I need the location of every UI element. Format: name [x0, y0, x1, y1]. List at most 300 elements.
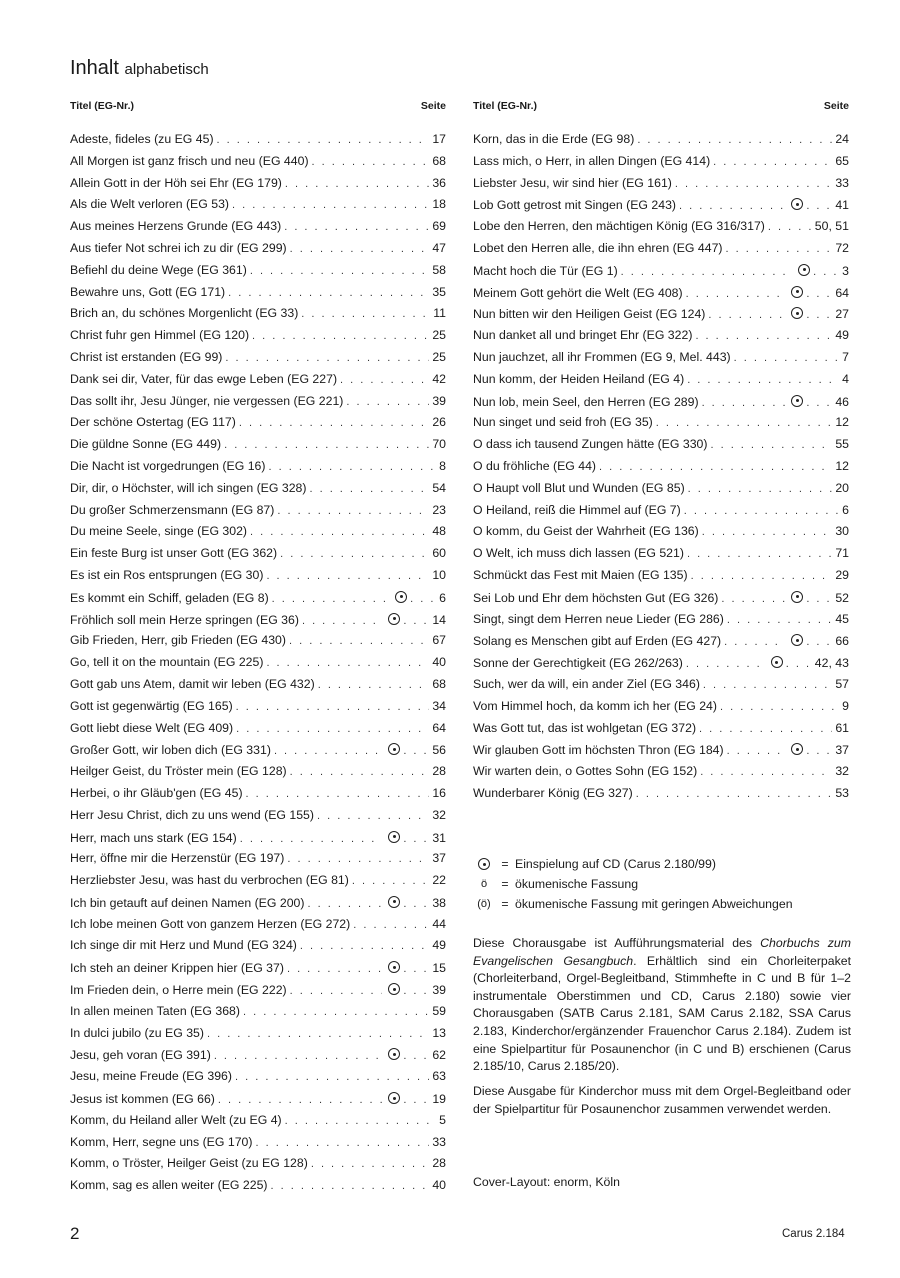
- entry-page: 25: [432, 349, 446, 364]
- toc-entry: [473, 350, 849, 372]
- page-column-header: Seite: [420, 100, 446, 112]
- toc-entry: [70, 263, 446, 285]
- dot-leader: [214, 1050, 383, 1062]
- dot-leader: [702, 526, 833, 538]
- toc-entry: [70, 437, 446, 459]
- dot-leader: [235, 1071, 429, 1083]
- dot-leader: [813, 266, 839, 278]
- toc-entry: [473, 285, 849, 307]
- entry-title: Gott gab uns Atem, damit wir leben (EG 432): [70, 676, 315, 691]
- toc-entry: [70, 176, 446, 198]
- dot-leader: [266, 657, 429, 669]
- entry-page: 3: [842, 263, 849, 278]
- entry-page: 56: [432, 743, 446, 758]
- entry-page: 11: [433, 306, 446, 321]
- toc-entry: [70, 568, 446, 590]
- dot-leader: [236, 701, 430, 713]
- dot-leader: [656, 417, 833, 429]
- toc-entry: [70, 1047, 446, 1069]
- entry-page: 4: [842, 371, 849, 386]
- dot-leader: [284, 221, 429, 233]
- toc-entry: [70, 415, 446, 437]
- entry-page: 5: [439, 1112, 446, 1127]
- paragraph-text: . Erhältlich sind ein Chorleiterpaket (Chorleiterband, Orgel-Begleitband, Stimmhefte in C und B für 1–2 instrumentale Oberstimmen und CD, Carus 2.180) sowie vier Chorausgaben (SATB Carus 2.181, SAM Carus 2.182, SSA Carus 2.183, Kinderchor/ergänzender Frauenchor Carus 2.184). Zudem ist eine Spielpartitur für Posaunenchor (in C und B) erschienen (Carus 2.185/10, Carus 2.185/20).: [473, 953, 851, 1074]
- cd-icon: [771, 656, 783, 668]
- entry-title: Lob Gott getrost mit Singen (EG 243): [473, 198, 677, 213]
- entry-page: 70: [432, 437, 446, 452]
- cd-icon: [388, 961, 400, 973]
- toc-entry: [473, 612, 849, 634]
- entry-page: 68: [432, 676, 446, 691]
- entry-page: 9: [842, 698, 849, 713]
- entry-title: Solang es Menschen gibt auf Erden (EG 427): [473, 634, 722, 649]
- cd-icon: [791, 286, 803, 298]
- entry-page: 20: [835, 480, 849, 495]
- toc-entry: [70, 154, 446, 176]
- legend-symbol: [473, 858, 495, 870]
- entry-title: Nun komm, der Heiden Heiland (EG 4): [473, 371, 685, 386]
- toc-list-left: [70, 132, 446, 1200]
- entry-title: Was Gott tut, das ist wohlgetan (EG 372): [473, 720, 697, 735]
- toc-entry: [473, 197, 849, 219]
- toc-entry: [473, 328, 849, 350]
- entry-title: Wunderbarer König (EG 327): [473, 785, 633, 800]
- dot-leader: [403, 745, 429, 757]
- dot-leader: [721, 593, 785, 605]
- toc-entry: [70, 960, 446, 982]
- entry-page: 61: [835, 720, 849, 735]
- entry-title: Such, wer da will, ein ander Ziel (EG 346): [473, 676, 700, 691]
- entry-title: Du großer Schmerzensmann (EG 87): [70, 502, 275, 517]
- toc-entry: [70, 285, 446, 307]
- toc-entry: [70, 1069, 446, 1091]
- toc-entry: [473, 372, 849, 394]
- toc-entry: [473, 546, 849, 568]
- entry-title: Herr, öffne mir die Herzenstür (EG 197): [70, 851, 285, 866]
- entry-page: 6: [439, 590, 446, 605]
- dot-leader: [599, 461, 832, 473]
- dot-leader: [703, 679, 832, 691]
- entry-page: 47: [432, 240, 446, 255]
- entry-title: Bewahre uns, Gott (EG 171): [70, 284, 226, 299]
- entry-title: Lobet den Herren alle, die ihn ehren (EG 447): [473, 240, 723, 255]
- entry-page: 7: [842, 349, 849, 364]
- dot-leader: [410, 593, 436, 605]
- dot-leader: [250, 265, 429, 277]
- entry-title: Wir glauben Gott im höchsten Thron (EG 184): [473, 743, 724, 758]
- toc-entry: [70, 764, 446, 786]
- toc-entry: [70, 786, 446, 808]
- legend-row-cd: [473, 854, 849, 874]
- entry-title: O Heiland, reiß die Himmel auf (EG 7): [473, 502, 681, 517]
- toc-entry: [473, 415, 849, 437]
- entry-title: Die Nacht ist vorgedrungen (EG 16): [70, 458, 266, 473]
- toc-entry: [70, 394, 446, 416]
- dot-leader: [309, 483, 429, 495]
- entry-page: 67: [432, 633, 446, 648]
- dot-leader: [232, 199, 429, 211]
- dot-leader: [224, 439, 429, 451]
- entry-title: Es ist ein Ros entsprungen (EG 30): [70, 567, 264, 582]
- dot-leader: [236, 723, 429, 735]
- toc-entry: [70, 241, 446, 263]
- entry-title: Das sollt ihr, Jesu Jünger, nie vergessen (EG 221): [70, 393, 344, 408]
- toc-entry: [70, 938, 446, 960]
- entry-title: Gott liebt diese Welt (EG 409): [70, 720, 234, 735]
- toc-entry: [473, 154, 849, 176]
- toc-entry: [70, 1026, 446, 1048]
- toc-entry: [473, 742, 849, 764]
- dot-leader: [403, 1094, 429, 1106]
- entry-title: Liebster Jesu, wir sind hier (EG 161): [473, 175, 672, 190]
- legend-equals: =: [501, 877, 509, 891]
- cd-icon: [791, 634, 803, 646]
- dot-leader: [243, 1006, 429, 1018]
- toc-entry: [473, 459, 849, 481]
- dot-leader: [786, 658, 812, 670]
- dot-leader: [228, 287, 429, 299]
- entry-page: 16: [432, 785, 446, 800]
- dot-leader: [621, 266, 792, 278]
- dot-leader: [727, 745, 786, 757]
- entry-title: O dass ich tausend Zungen hätte (EG 330): [473, 437, 708, 452]
- dot-leader: [637, 134, 832, 146]
- cd-icon: [388, 743, 400, 755]
- dot-leader: [268, 461, 436, 473]
- dot-leader: [290, 985, 383, 997]
- dot-leader: [403, 963, 429, 975]
- toc-entry: [70, 917, 446, 939]
- entry-page: 8: [439, 458, 446, 473]
- toc-entry: [473, 263, 849, 285]
- entry-page: 6: [842, 502, 849, 517]
- column-header: [70, 100, 446, 116]
- toc-entry: [473, 524, 849, 546]
- toc-entry: [70, 1091, 446, 1113]
- entry-page: 66: [835, 634, 849, 649]
- dot-leader: [250, 526, 429, 538]
- toc-entry: [473, 721, 849, 743]
- entry-title: Sei Lob und Ehr dem höchsten Gut (EG 326): [473, 590, 719, 605]
- dot-leader: [280, 548, 429, 560]
- entry-page: 24: [835, 132, 849, 146]
- toc-entry: [70, 655, 446, 677]
- entry-title: Herr Jesu Christ, dich zu uns wend (EG 155): [70, 807, 314, 822]
- toc-entry: [70, 1004, 446, 1026]
- entry-page: 46: [835, 394, 849, 409]
- entry-page: 44: [432, 916, 446, 931]
- dot-leader: [266, 570, 429, 582]
- toc-entry: [473, 786, 849, 808]
- entry-page: 33: [432, 1134, 446, 1149]
- entry-title: Christ ist erstanden (EG 99): [70, 349, 223, 364]
- entry-page: 29: [835, 567, 849, 582]
- dot-leader: [287, 853, 429, 865]
- heading-title: Inhalt: [70, 57, 119, 79]
- dot-leader: [312, 156, 430, 168]
- entry-title: Es kommt ein Schiff, geladen (EG 8): [70, 590, 269, 605]
- entry-title: Aus tiefer Not schrei ich zu dir (EG 299): [70, 240, 287, 255]
- dot-leader: [403, 615, 429, 627]
- entry-page: 10: [432, 567, 446, 582]
- page-heading: [70, 57, 209, 80]
- column-header: [473, 100, 849, 116]
- toc-entry: [473, 481, 849, 503]
- dot-leader: [636, 788, 833, 800]
- entry-title: Gib Frieden, Herr, gib Frieden (EG 430): [70, 633, 286, 648]
- entry-page: 69: [432, 219, 446, 234]
- dot-leader: [290, 243, 430, 255]
- entry-title: Ich bin getauft auf deinen Namen (EG 200): [70, 895, 305, 910]
- entry-page: 17: [432, 132, 446, 146]
- toc-entry: [70, 677, 446, 699]
- dot-leader: [686, 288, 786, 300]
- entry-page: 57: [835, 676, 849, 691]
- dot-leader: [239, 417, 429, 429]
- entry-page: 41: [835, 198, 849, 213]
- entry-title: In allen meinen Taten (EG 368): [70, 1003, 240, 1018]
- entry-page: 55: [835, 437, 849, 452]
- dot-leader: [252, 330, 429, 342]
- entry-title: Die güldne Sonne (EG 449): [70, 437, 222, 452]
- entry-title: O komm, du Geist der Wahrheit (EG 136): [473, 524, 699, 539]
- toc-entry: [473, 394, 849, 416]
- toc-entry: [70, 372, 446, 394]
- cd-icon: [478, 858, 490, 870]
- cd-icon: [388, 831, 400, 843]
- entry-page: 25: [432, 328, 446, 343]
- entry-page: 58: [432, 262, 446, 277]
- entry-page: 54: [432, 480, 446, 495]
- dot-leader: [353, 919, 429, 931]
- entry-title: Christ fuhr gen Himmel (EG 120): [70, 328, 250, 343]
- toc-entry: [70, 219, 446, 241]
- legend-equals: =: [501, 897, 509, 911]
- entry-title: In dulci jubilo (zu EG 35): [70, 1025, 204, 1040]
- cd-icon: [798, 264, 810, 276]
- dot-leader: [255, 1137, 429, 1149]
- entry-page: 22: [432, 873, 446, 888]
- cd-icon: [388, 613, 400, 625]
- toc-entry: [70, 350, 446, 372]
- dot-leader: [713, 156, 832, 168]
- cd-icon: [395, 591, 407, 603]
- cd-icon: [791, 743, 803, 755]
- dot-leader: [710, 439, 832, 451]
- entry-page: 60: [432, 546, 446, 561]
- entry-page: 32: [835, 764, 849, 779]
- dot-leader: [311, 1158, 429, 1170]
- entry-title: Herr, mach uns stark (EG 154): [70, 830, 237, 845]
- entry-title: Korn, das in die Erde (EG 98): [473, 132, 635, 146]
- toc-entry: [70, 1156, 446, 1178]
- entry-title: Ein feste Burg ist unser Gott (EG 362): [70, 546, 278, 561]
- entry-title: Nun singet und seid froh (EG 35): [473, 415, 653, 430]
- toc-entry: [473, 437, 849, 459]
- entry-page: 62: [432, 1048, 446, 1063]
- dot-leader: [285, 1115, 437, 1127]
- entry-title: Wir warten dein, o Gottes Sohn (EG 152): [473, 764, 698, 779]
- entry-title: Fröhlich soll mein Herze springen (EG 36): [70, 612, 299, 627]
- cd-icon: [791, 307, 803, 319]
- dot-leader: [699, 723, 832, 735]
- dot-leader: [720, 701, 839, 713]
- dot-leader: [724, 636, 785, 648]
- entry-page: 52: [835, 590, 849, 605]
- dot-leader: [271, 1180, 430, 1192]
- toc-entry: [70, 982, 446, 1004]
- entry-title: Nun danket all und bringet Ehr (EG 322): [473, 328, 693, 343]
- entry-page: 18: [432, 197, 446, 212]
- entry-page: 26: [432, 415, 446, 430]
- entry-title: Meinem Gott gehört die Welt (EG 408): [473, 285, 683, 300]
- dot-leader: [687, 374, 839, 386]
- usage-note-paragraph: Diese Ausgabe für Kinderchor muss mit dem Orgel-Begleitband oder der Spielpartitur für Posaunenchor zusammen verwendet werden.: [473, 1084, 851, 1116]
- dot-leader: [806, 636, 832, 648]
- entry-title: Komm, du Heiland aller Welt (zu EG 4): [70, 1112, 282, 1127]
- dot-leader: [218, 1094, 382, 1106]
- entry-title: Lass mich, o Herr, in allen Dingen (EG 414): [473, 153, 711, 168]
- entry-page: 63: [432, 1069, 446, 1084]
- entry-title: Schmückt das Fest mit Maien (EG 135): [473, 567, 688, 582]
- entry-page: 28: [432, 764, 446, 779]
- dot-leader: [684, 505, 839, 517]
- page-column-header: Seite: [823, 100, 849, 112]
- toc-entry: [70, 895, 446, 917]
- entry-title: Komm, Herr, segne uns (EG 170): [70, 1134, 253, 1149]
- entry-page: 64: [835, 285, 849, 300]
- dot-leader: [207, 1028, 429, 1040]
- dot-leader: [340, 374, 429, 386]
- entry-title: Dir, dir, o Höchster, will ich singen (EG 328): [70, 480, 307, 495]
- material-info-paragraph: [473, 935, 851, 1076]
- toc-entry: [473, 241, 849, 263]
- dot-leader: [240, 833, 383, 845]
- entry-page: 37: [432, 851, 446, 866]
- dot-leader: [708, 309, 785, 321]
- dot-leader: [217, 134, 430, 146]
- entry-page: 37: [835, 743, 849, 758]
- entry-page: 48: [432, 524, 446, 539]
- entry-page: 15: [432, 961, 446, 976]
- entry-title: Lobe den Herren, den mächtigen König (EG 316/317): [473, 219, 765, 234]
- legend-text: ökumenische Fassung mit geringen Abweichungen: [515, 897, 793, 911]
- entry-title: Befiehl du deine Wege (EG 361): [70, 262, 247, 277]
- entry-page: 64: [432, 720, 446, 735]
- dot-leader: [300, 940, 429, 952]
- legend-symbol: (ö): [477, 898, 491, 910]
- dot-leader: [289, 635, 429, 647]
- entry-title: Ich steh an deiner Krippen hier (EG 37): [70, 961, 284, 976]
- entry-title: Macht hoch die Tür (EG 1): [473, 263, 618, 278]
- entry-page: 30: [835, 524, 849, 539]
- entry-page: 31: [432, 830, 446, 845]
- dot-leader: [302, 615, 382, 627]
- title-column-header: Titel (EG-Nr.): [473, 100, 537, 112]
- dot-leader: [726, 243, 833, 255]
- toc-entry: [70, 830, 446, 852]
- toc-entry: [70, 721, 446, 743]
- dot-leader: [352, 875, 429, 887]
- dot-leader: [318, 679, 430, 691]
- entry-title: Du meine Seele, singe (EG 302): [70, 524, 248, 539]
- entry-title: Adeste, fideles (zu EG 45): [70, 132, 214, 146]
- toc-entry: [70, 306, 446, 328]
- toc-entry: [473, 764, 849, 786]
- toc-entry: [70, 546, 446, 568]
- dot-leader: [806, 200, 832, 212]
- legend-equals: =: [501, 857, 509, 871]
- dot-leader: [675, 178, 832, 190]
- entry-page: 12: [835, 458, 849, 473]
- dot-leader: [277, 505, 429, 517]
- dot-leader: [272, 593, 389, 605]
- entry-page: 23: [432, 502, 446, 517]
- entry-page: 53: [835, 785, 849, 800]
- cd-icon: [791, 591, 803, 603]
- dot-leader: [700, 766, 832, 778]
- entry-title: O Welt, ich muss dich lassen (EG 521): [473, 546, 684, 561]
- entry-page: 34: [432, 698, 446, 713]
- dot-leader: [688, 483, 833, 495]
- entry-page: 40: [432, 655, 446, 670]
- entry-page: 32: [432, 807, 446, 822]
- entry-title: O Haupt voll Blut und Wunden (EG 85): [473, 480, 685, 495]
- cd-icon: [388, 983, 400, 995]
- dot-leader: [225, 352, 429, 364]
- title-column-header: Titel (EG-Nr.): [70, 100, 134, 112]
- dot-leader: [727, 614, 832, 626]
- toc-entry: [70, 742, 446, 764]
- legend: [473, 854, 849, 914]
- toc-entry: [70, 1135, 446, 1157]
- dot-leader: [806, 309, 832, 321]
- entry-title: Der schöne Ostertag (EG 117): [70, 415, 236, 430]
- toc-entry: [473, 503, 849, 525]
- cd-icon: [388, 896, 400, 908]
- entry-title: O du fröhliche (EG 44): [473, 458, 597, 473]
- entry-title: Im Frieden dein, o Herre mein (EG 222): [70, 983, 287, 998]
- entry-title: Jesu, meine Freude (EG 396): [70, 1069, 232, 1084]
- entry-title: Singt, singt dem Herren neue Lieder (EG 286): [473, 611, 724, 626]
- dot-leader: [287, 963, 382, 975]
- toc-entry: [70, 851, 446, 873]
- entry-page: 42, 43: [814, 656, 849, 671]
- toc-entry: [70, 503, 446, 525]
- cd-icon: [791, 395, 803, 407]
- entry-title: Gott ist gegenwärtig (EG 165): [70, 698, 233, 713]
- legend-text: ökumenische Fassung: [515, 877, 639, 891]
- toc-entry: [70, 1113, 446, 1135]
- entry-title: Go, tell it on the mountain (EG 225): [70, 655, 264, 670]
- entry-page: 40: [432, 1178, 446, 1193]
- toc-entry: [473, 176, 849, 198]
- entry-title: Jesus ist kommen (EG 66): [70, 1092, 215, 1107]
- entry-page: 45: [835, 611, 849, 626]
- entry-title: Nun bitten wir den Heiligen Geist (EG 124): [473, 307, 706, 322]
- toc-entry: [70, 481, 446, 503]
- dot-leader: [806, 745, 832, 757]
- entry-title: Heilger Geist, du Tröster mein (EG 128): [70, 764, 287, 779]
- toc-entry: [70, 633, 446, 655]
- toc-entry: [473, 568, 849, 590]
- entry-page: 12: [835, 415, 849, 430]
- entry-page: 19: [432, 1092, 446, 1107]
- dot-leader: [285, 178, 429, 190]
- entry-page: 49: [835, 328, 849, 343]
- entry-title: Nun lob, mein Seel, den Herren (EG 289): [473, 394, 699, 409]
- entry-page: 71: [835, 546, 849, 561]
